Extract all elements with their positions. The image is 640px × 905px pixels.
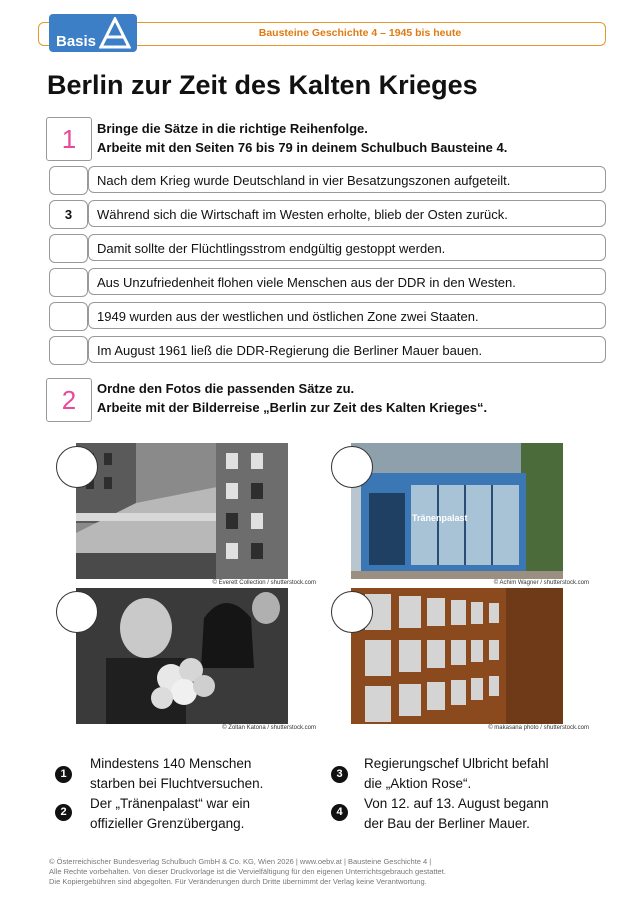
photo-traenenpalast <box>351 443 563 579</box>
statement-number: 4 <box>331 804 348 821</box>
statement-number: 2 <box>55 804 72 821</box>
sentence-row <box>49 234 607 263</box>
order-slot[interactable] <box>49 166 88 195</box>
answer-circle[interactable] <box>331 591 373 633</box>
sentence-text: Während sich die Wirtschaft im Westen erholte, blieb der Osten zurück. <box>88 200 606 227</box>
answer-circle[interactable] <box>56 446 98 488</box>
task1-number: 1 <box>46 117 92 161</box>
task2-instruction-line2: Arbeite mit der Bilderreise „Berlin zur Zeit des Kalten Krieges“. <box>97 400 488 415</box>
statement-line: Mindestens 140 Menschen <box>90 756 252 771</box>
statement-line: die „Aktion Rose“. <box>364 776 472 791</box>
header-title: Bausteine Geschichte 4 – 1945 bis heute <box>258 27 462 39</box>
task2-instruction-line1: Ordne den Fotos die passenden Sätze zu. <box>97 381 355 396</box>
sentence-text: Im August 1961 ließ die DDR-Regierung die Berliner Mauer bauen. <box>88 336 606 363</box>
traenenpalast-sign: Tränenpalast <box>412 513 468 523</box>
task1-instruction <box>97 119 507 157</box>
statement-line: Regierungschef Ulbricht befahl <box>364 756 549 771</box>
sentence-text: 1949 wurden aus der westlichen und östlichen Zone zwei Staaten. <box>88 302 606 329</box>
photo-credit: © makasana photo / shutterstock.com <box>488 725 589 731</box>
photo-memorial-portraits <box>351 588 563 724</box>
statement-line: der Bau der Berliner Mauer. <box>364 816 530 831</box>
footer-line: © Österreichischer Bundesverlag Schulbuch GmbH & Co. KG, Wien 2026 | www.oebv.at | Bausteine Geschichte 4 | <box>49 857 432 866</box>
task1-instruction-line1: Bringe die Sätze in die richtige Reihenfolge. <box>97 121 368 136</box>
order-slot[interactable] <box>49 302 88 331</box>
sentence-row <box>49 166 607 195</box>
statement-line: Der „Tränenpalast“ war ein <box>90 796 251 811</box>
statement-text <box>90 794 250 834</box>
order-slot[interactable] <box>49 268 88 297</box>
task2-number: 2 <box>46 378 92 422</box>
footer-line: Alle Rechte vorbehalten. Von dieser Druckvorlage ist die Vervielfältigung für den eigenen Unterrichtsgebrauch gestattet. <box>49 867 446 876</box>
sentence-row <box>49 336 607 365</box>
order-slot[interactable] <box>49 234 88 263</box>
sentence-text: Aus Unzufriedenheit flohen viele Menschen aus der DDR in den Westen. <box>88 268 606 295</box>
answer-circle[interactable] <box>331 446 373 488</box>
sentence-text: Damit sollte der Flüchtlingsstrom endgültig gestoppt werden. <box>88 234 606 261</box>
logo-label: Basis <box>56 33 97 50</box>
statement-text <box>90 754 263 794</box>
statement-line: starben bei Fluchtversuchen. <box>90 776 264 791</box>
task2-instruction <box>97 379 487 417</box>
photo-berlin-wall-street <box>76 443 288 579</box>
basis-logo <box>49 14 137 52</box>
statement-text <box>364 754 549 794</box>
sentence-text: Nach dem Krieg wurde Deutschland in vier Besatzungszonen aufgeteilt. <box>88 166 606 193</box>
order-slot[interactable] <box>49 336 88 365</box>
triangle-logo-icon <box>99 17 131 49</box>
photo-credit: © Achim Wagner / shutterstock.com <box>493 580 589 586</box>
statement-line: offizieller Grenzübergang. <box>90 816 245 831</box>
photo-ulbricht-flowers <box>76 588 288 724</box>
statement-text <box>364 794 549 834</box>
answer-circle[interactable] <box>56 591 98 633</box>
task1-instruction-line2: Arbeite mit den Seiten 76 bis 79 in deinem Schulbuch Bausteine 4. <box>97 140 508 155</box>
footer-line: Die Kopiergebühren sind abgegolten. Für Veränderungen durch Dritte übernimmt der Verlag keine Verantwortung. <box>49 877 427 886</box>
order-slot[interactable]: 3 <box>49 200 88 229</box>
footer <box>49 857 446 887</box>
statement-line: Von 12. auf 13. August begann <box>364 796 549 811</box>
statement-number: 3 <box>331 766 348 783</box>
photo-credit: © Everett Collection / shutterstock.com <box>212 580 316 586</box>
sentence-row <box>49 268 607 297</box>
sentence-row <box>49 200 607 229</box>
sentence-row <box>49 302 607 331</box>
page-title: Berlin zur Zeit des Kalten Krieges <box>47 70 478 100</box>
photo-credit: © Zoltan Katona / shutterstock.com <box>222 725 316 731</box>
statement-number: 1 <box>55 766 72 783</box>
